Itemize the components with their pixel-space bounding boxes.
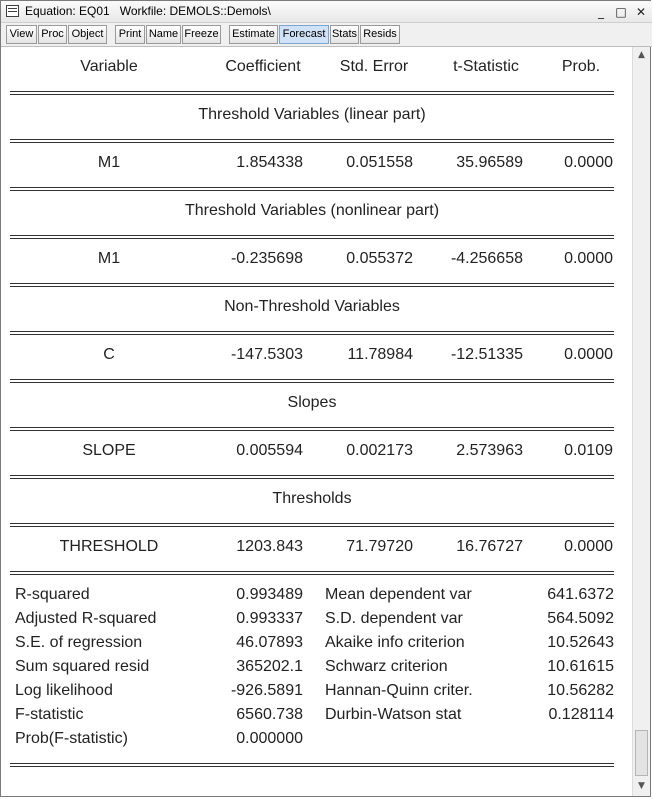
stat-value: 365202.1: [236, 658, 303, 675]
header-prob: Prob.: [561, 58, 601, 75]
section-rule: [10, 430, 614, 431]
row-prob: 0.0000: [564, 346, 613, 363]
close-icon[interactable]: ✕: [635, 5, 647, 19]
stat-label: Log likelihood: [15, 682, 113, 699]
section-rule: [10, 526, 614, 527]
section-rule: [10, 331, 614, 332]
section-rule: [10, 334, 614, 335]
stat-value: 0.993489: [236, 586, 303, 603]
section-rule: [10, 571, 614, 572]
row-prob: 0.0109: [564, 442, 613, 459]
section-title: Threshold Variables (nonlinear part): [184, 202, 440, 219]
stat-value: 10.56282: [547, 682, 614, 699]
section-rule: [10, 142, 614, 143]
print-button[interactable]: Print: [115, 25, 145, 44]
row-std-error: 0.055372: [346, 250, 413, 267]
table-rule: [10, 763, 614, 764]
row-variable: M1: [97, 154, 121, 171]
section-title: Thresholds: [272, 490, 352, 507]
stat-label: S.E. of regression: [15, 634, 143, 651]
stat-value: 10.61615: [547, 658, 614, 675]
stat-value: 564.5092: [547, 610, 614, 627]
freeze-button[interactable]: Freeze: [182, 25, 221, 44]
stat-label: Mean dependent var: [325, 586, 472, 603]
section-rule: [10, 382, 614, 383]
stat-label: F-statistic: [15, 706, 84, 723]
section-rule: [10, 286, 614, 287]
row-std-error: 0.051558: [346, 154, 413, 171]
section-rule: [10, 379, 614, 380]
stats-button[interactable]: Stats: [330, 25, 359, 44]
stat-value: 641.6372: [547, 586, 614, 603]
row-std-error: 71.79720: [346, 538, 413, 555]
section-rule: [10, 574, 614, 575]
proc-button[interactable]: Proc: [38, 25, 67, 44]
header-t-statistic: t-Statistic: [453, 58, 519, 75]
estimate-button[interactable]: Estimate: [229, 25, 278, 44]
resids-button[interactable]: Resids: [360, 25, 400, 44]
section-rule: [10, 478, 614, 479]
scrollbar-thumb[interactable]: [635, 730, 648, 776]
stat-label: Hannan-Quinn criter.: [325, 682, 473, 699]
stat-value: 6560.738: [236, 706, 303, 723]
scroll-up-icon[interactable]: ▲: [638, 50, 645, 60]
row-variable: THRESHOLD: [59, 538, 159, 555]
stat-label: Sum squared resid: [15, 658, 150, 675]
estimation-output: [1, 47, 632, 798]
window-menu-icon[interactable]: [6, 5, 19, 17]
row-variable: SLOPE: [82, 442, 136, 459]
row-std-error: 0.002173: [346, 442, 413, 459]
row-coefficient: -0.235698: [230, 250, 303, 267]
row-coefficient: 0.005594: [236, 442, 303, 459]
stat-value: 0.993337: [236, 610, 303, 627]
section-title: Slopes: [287, 394, 337, 411]
section-rule: [10, 283, 614, 284]
section-rule: [10, 427, 614, 428]
table-rule: [10, 91, 614, 92]
header-variable: Variable: [80, 58, 138, 75]
table-rule: [10, 766, 614, 767]
window-title: Equation: EQ01 Workfile: DEMOLS::Demols\: [25, 4, 271, 18]
row-variable: C: [103, 346, 115, 363]
row-coefficient: 1203.843: [236, 538, 303, 555]
row-t-statistic: 2.573963: [456, 442, 523, 459]
stat-value: 46.07893: [236, 634, 303, 651]
minimize-icon[interactable]: _: [598, 5, 604, 19]
header-coefficient: Coefficient: [225, 58, 301, 75]
title-bar[interactable]: [1, 1, 652, 23]
row-variable: M1: [97, 250, 121, 267]
object-button[interactable]: Object: [68, 25, 107, 44]
section-rule: [10, 187, 614, 188]
section-rule: [10, 523, 614, 524]
row-prob: 0.0000: [564, 154, 613, 171]
stat-label: Prob(F-statistic): [15, 730, 128, 747]
row-prob: 0.0000: [564, 250, 613, 267]
vertical-scrollbar[interactable]: [632, 47, 650, 796]
stat-label: Adjusted R-squared: [15, 610, 157, 627]
name-button[interactable]: Name: [146, 25, 181, 44]
stat-label: Akaike info criterion: [325, 634, 465, 651]
stat-label: Schwarz criterion: [325, 658, 448, 675]
row-coefficient: -147.5303: [230, 346, 303, 363]
scroll-down-icon[interactable]: ▼: [638, 781, 645, 791]
stat-value: 0.000000: [236, 730, 303, 747]
row-std-error: 11.78984: [347, 346, 413, 363]
stat-label: S.D. dependent var: [325, 610, 463, 627]
table-rule: [10, 94, 614, 95]
view-button[interactable]: View: [6, 25, 37, 44]
stat-label: Durbin-Watson stat: [325, 706, 462, 723]
toolbar: [1, 23, 652, 47]
row-t-statistic: -12.51335: [450, 346, 523, 363]
row-t-statistic: 16.76727: [456, 538, 523, 555]
forecast-button[interactable]: Forecast: [279, 25, 329, 44]
section-rule: [10, 190, 614, 191]
section-rule: [10, 139, 614, 140]
maximize-icon[interactable]: □: [615, 5, 627, 19]
section-title: Non-Threshold Variables: [224, 298, 400, 315]
row-coefficient: 1.854338: [236, 154, 303, 171]
stat-value: 10.52643: [547, 634, 614, 651]
row-prob: 0.0000: [564, 538, 613, 555]
section-rule: [10, 475, 614, 476]
stat-label: R-squared: [15, 586, 90, 603]
section-title: Threshold Variables (linear part): [198, 106, 426, 123]
section-rule: [10, 238, 614, 239]
stat-value: -926.5891: [230, 682, 303, 699]
header-std-error: Std. Error: [339, 58, 409, 75]
section-rule: [10, 235, 614, 236]
row-t-statistic: 35.96589: [456, 154, 523, 171]
row-t-statistic: -4.256658: [450, 250, 523, 267]
stat-value: 0.128114: [548, 706, 614, 723]
